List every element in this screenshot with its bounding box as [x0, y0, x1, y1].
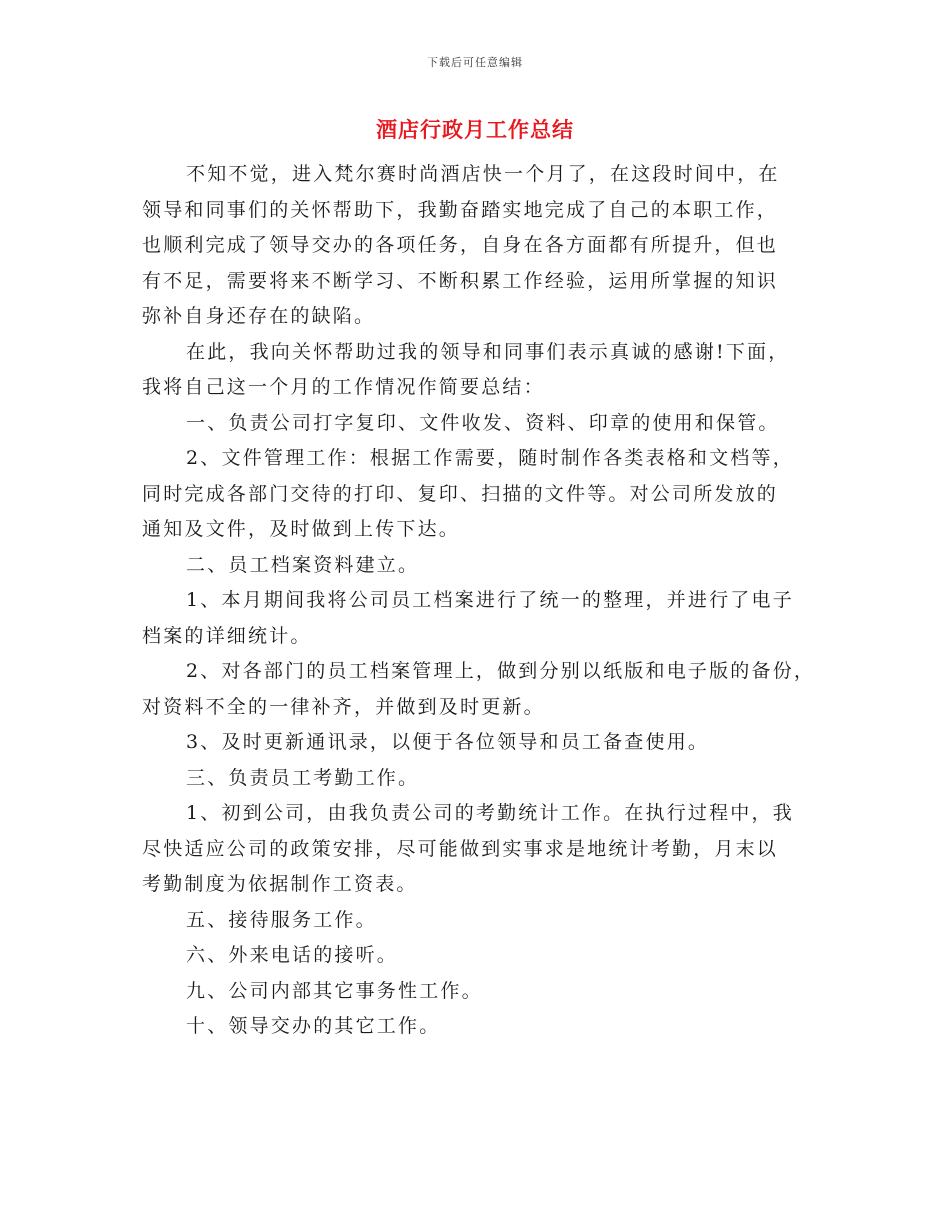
text-line: 十、领导交办的其它工作。: [186, 1015, 441, 1037]
text-line: 1、初到公司，由我负责公司的考勤统计工作。在执行过程中，我: [186, 802, 794, 824]
section-heading-3: [142, 761, 822, 797]
section-heading-2: [142, 548, 822, 584]
section-heading-1: [142, 406, 822, 442]
paragraph-file-management: [142, 441, 822, 548]
text-line: 对资料不全的一律补齐，并做到及时更新。: [142, 695, 545, 718]
text-line: 在此，我向关怀帮助过我的领导和同事们表示真诚的感谢!下面，: [186, 340, 790, 363]
paragraph-archive-1: [142, 583, 822, 654]
document-body: [142, 157, 822, 1045]
text-line: 五、接待服务工作。: [186, 908, 377, 931]
paragraph-attendance: [142, 796, 822, 903]
text-line: 2、对各部门的员工档案管理上，做到分别以纸版和电子版的备份，: [186, 660, 816, 682]
text-line: 2、文件管理工作：根据工作需要，随时制作各类表格和文档等，: [186, 447, 794, 469]
text-line: 一、负责公司打字复印、文件收发、资料、印章的使用和保管。: [186, 411, 780, 434]
text-line: 不知不觉，进入梵尔赛时尚酒店快一个月了，在这段时间中，在: [186, 163, 780, 185]
text-line: 同时完成各部门交待的打印、复印、扫描的文件等。对公司所发放的: [142, 482, 779, 505]
text-line: 也顺利完成了领导交办的各项任务，自身在各方面都有所提升，但也: [142, 234, 779, 256]
text-line: 我将自己这一个月的工作情况作简要总结：: [142, 376, 545, 398]
text-line: 有不足，需要将来不断学习、不断积累工作经验，运用所掌握的知识: [142, 269, 779, 292]
document-title: 酒店行政月工作总结: [376, 117, 574, 142]
section-heading-10: [142, 1009, 822, 1045]
text-line: 3、及时更新通讯录，以便于各位领导和员工备查使用。: [186, 731, 710, 753]
paragraph-archive-3: [142, 725, 822, 761]
text-line: 三、负责员工考勤工作。: [186, 766, 420, 789]
text-line: 通知及文件，及时做到上传下达。: [142, 518, 461, 540]
text-line: 六、外来电话的接听。: [186, 944, 399, 966]
text-line: 二、员工档案资料建立。: [186, 553, 420, 576]
section-heading-5: [142, 903, 822, 939]
text-line: 领导和同事们的关怀帮助下，我勤奋踏实地完成了自己的本职工作，: [142, 198, 779, 221]
paragraph-archive-2: [142, 654, 822, 725]
section-heading-9: [142, 974, 822, 1010]
header-note: 下载后可任意编辑: [427, 56, 523, 69]
text-line: 1、本月期间我将公司员工档案进行了统一的整理，并进行了电子: [186, 589, 794, 611]
text-line: 弥补自身还存在的缺陷。: [142, 305, 376, 327]
section-heading-6: [142, 938, 822, 974]
text-line: 九、公司内部其它事务性工作。: [186, 979, 483, 1002]
text-line: 档案的详细统计。: [142, 624, 312, 647]
paragraph-thanks: [142, 335, 822, 406]
text-line: 尽快适应公司的政策安排，尽可能做到实事求是地统计考勤，月末以: [142, 837, 779, 860]
text-line: 考勤制度为依据制作工资表。: [142, 873, 418, 895]
paragraph-intro: [142, 157, 822, 335]
